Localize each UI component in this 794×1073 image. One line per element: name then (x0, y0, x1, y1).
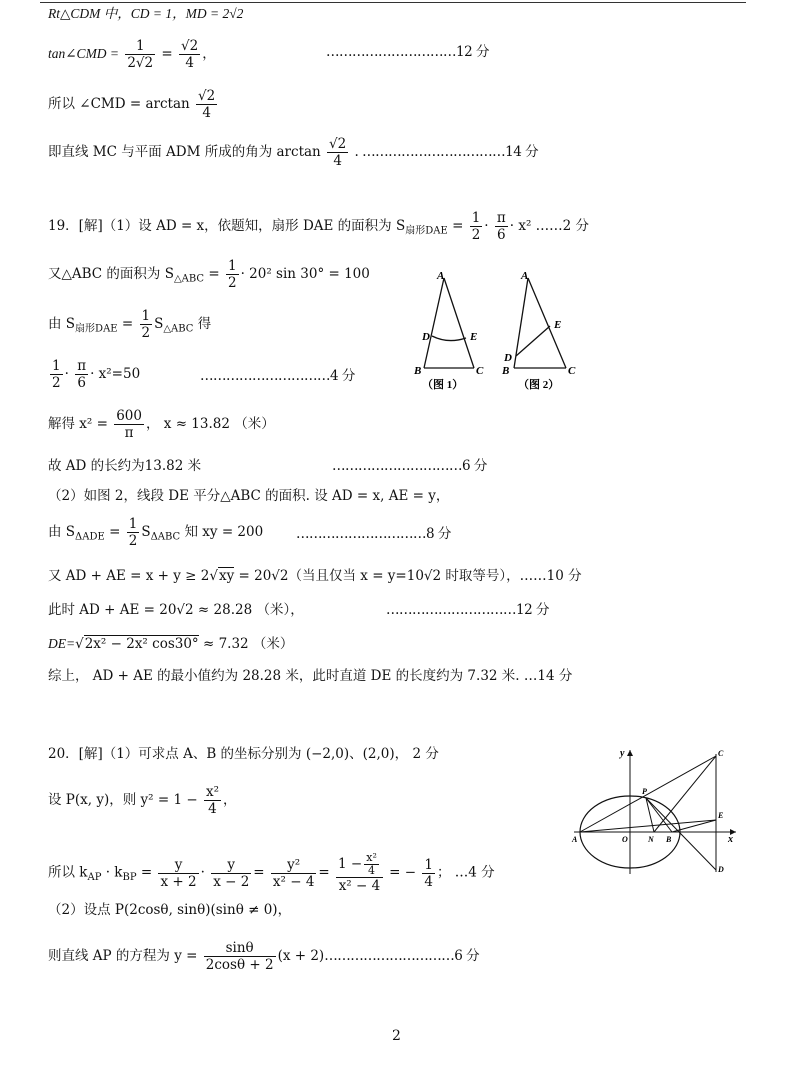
q19-score-12: …………………………12 分 (386, 602, 549, 618)
fig3-label-p: P (642, 787, 647, 796)
q19-line-4: $\frac{1}{2}$ · $\frac{\pi}{6}$ · x²=50 (52, 358, 141, 391)
fig1-label-c: C (476, 365, 484, 377)
fig2-label-e: E (554, 319, 562, 331)
q19-line-12: 综上， AD + AE 的最小值约为 28.28 米，此时直道 DE 的长度约为 7.32 米. …14 分 (48, 668, 573, 684)
q19-line-8: 由 $S_{\Delta ADE}$ = $\frac{1}{2}$ $S_{\Delta ABC}$ 知 xy = 200 (48, 516, 264, 549)
figure-1-triangle (408, 268, 498, 398)
page-number: 2 (392, 1028, 401, 1044)
fig3-label-x: x (728, 834, 733, 845)
q19-line-6: 故 AD 的长约为13.82 米 (48, 458, 202, 474)
fig3-label-e: E (718, 811, 724, 820)
q19-line-5: 解得 x² = $\frac{600}{\pi}$ ， x ≈ 13.82 （米） (48, 408, 275, 441)
q18-line-2: tan∠CMD = $\frac{1}{2√2}$ = $\frac{√2}{4}$ ， (48, 38, 216, 71)
fig3-label-n: N (648, 835, 654, 844)
q20-line-1: 20．[解]（1）可求点 A、B 的坐标分别为 (−2,0)、(2,0)， 2 分 (48, 746, 439, 762)
fig3-label-o: O (622, 835, 628, 844)
fig2-label-a: A (521, 270, 529, 282)
fig1-label-d: D (422, 331, 430, 343)
top-rule (40, 2, 746, 3)
q19-line-11: DE=√2x² − 2x² cos30° ≈ 7.32 （米） (48, 636, 294, 652)
q19-line-3: 由 $S_{扇形DAE}$ = $\frac{1}{2}$ $S_{\triangle ABC}$ 得 (48, 308, 212, 341)
q19-line-7: （2）如图 2，线段 DE 平分△ABC 的面积. 设 AD = x, AE = y， (48, 488, 450, 504)
fig3-label-d: D (718, 865, 724, 874)
fig2-label-b: B (502, 365, 510, 377)
q19-score-8: …………………………8 分 (296, 526, 451, 542)
q20-line-4: （2）设点 P(2cosθ, sinθ)(sinθ ≠ 0)， (48, 902, 292, 918)
fig1-label-a: A (437, 270, 445, 282)
q20-line-2: 设 P(x, y)，则 y² = 1 − $\frac{\text{x²}}{4}$ ， (48, 784, 237, 817)
q19-score-6: …………………………6 分 (332, 458, 487, 474)
q18-line-1: Rt△CDM 中，CD = 1，MD = 2√2 (48, 6, 244, 21)
fig3-label-b: B (666, 835, 672, 844)
fig1-caption: （图 1） (422, 379, 464, 391)
q19-line-9: 又 AD + AE = x + y ≥ 2√xy = 20√2（当且仅当 x = y=10√2 时取等号），……10 分 (48, 568, 582, 584)
q20-line-3: 所以 $k_{AP} \cdot k_{BP}$ = $\frac{y}{x + 2}$ · $\frac{y}{x - 2}$ = $\frac{\text{y²}}{\text{x² − 4}}$ = 1 − $\frac{\text{x²}}{4}$ x² − 4 = − $\frac{1}{4}$ ； …4 分 (48, 851, 495, 894)
fig2-label-d: D (504, 352, 512, 364)
figure-2-triangle (498, 268, 594, 398)
q20-line-5: 则直线 AP 的方程为 y = $\frac{\sin\theta}{2\cos\theta + 2}$ (x + 2)…………………………6 分 (48, 940, 480, 973)
q18-score-12: …………………………12 分 (326, 44, 489, 60)
q19-line-1: 19．[解]（1）设 AD = x，依题知，扇形 DAE 的面积为 $S_{扇形DAE}$ = $\frac{1}{2}$ · $\frac{\pi}{6}$ · x² ……2 分 (48, 210, 590, 243)
q18-line-4: 即直线 MC 与平面 ADM 所成的角为 arctan $\frac{√2}{4}$ . ……………………………14 分 (48, 136, 539, 169)
fig3-label-a: A (572, 835, 578, 844)
q19-score-4: …………………………4 分 (200, 368, 355, 384)
figure-3-ellipse (566, 744, 742, 880)
fig2-caption: （图 2） (518, 379, 560, 391)
fig1-label-b: B (414, 365, 422, 377)
fig2-label-c: C (568, 365, 576, 377)
q19-line-10: 此时 AD + AE = 20√2 ≈ 28.28 （米）， (48, 602, 304, 618)
q18-line-3: 所以 ∠CMD = arctan $\frac{√2}{4}$ (48, 88, 216, 121)
fig3-label-y: y (620, 748, 625, 759)
fig1-label-e: E (470, 331, 478, 343)
q19-line-2: 又△ABC 的面积为 $S_{\triangle ABC}$ = $\frac{1}{2}$ · 20² sin 30° = 100 (48, 258, 370, 291)
fig3-label-c: C (718, 749, 724, 758)
